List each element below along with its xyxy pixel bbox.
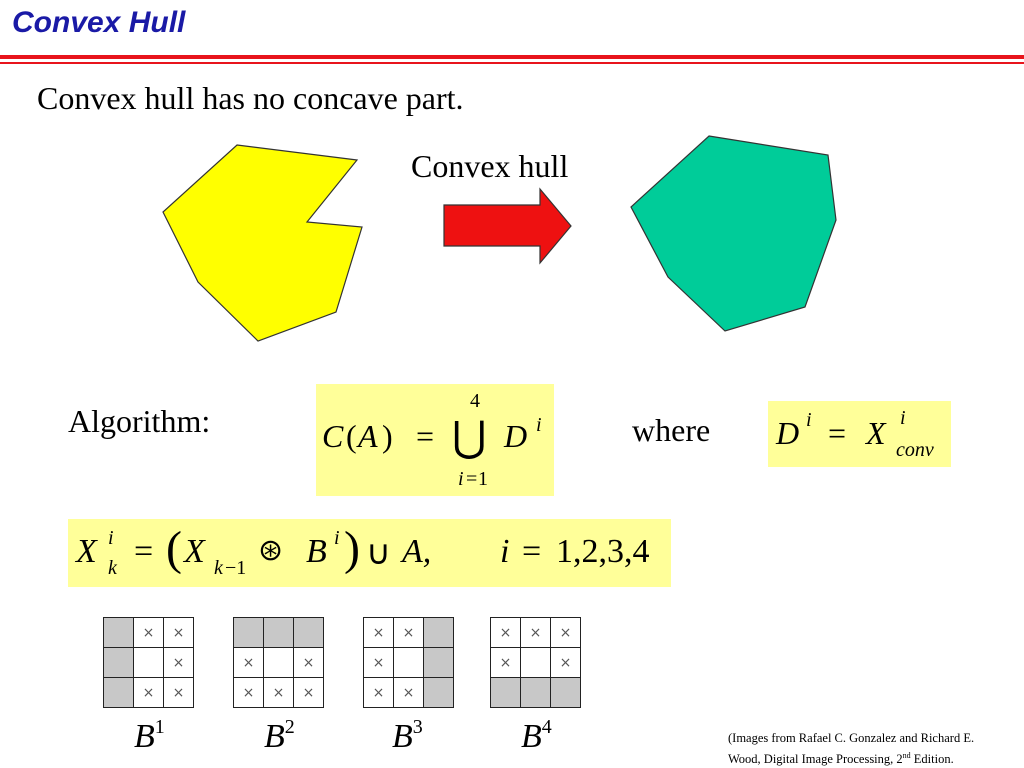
eq3-x2-sub-k: k <box>214 557 223 579</box>
eq3-b-sup: i <box>334 527 340 549</box>
eq1-lower-eq: = <box>466 468 478 490</box>
eq3-x2-sub-rest: −1 <box>225 557 247 579</box>
eq2-rhs-sub: conv <box>896 439 934 461</box>
eq2-lhs-sup: i <box>806 409 812 431</box>
eq1-lower-val: 1 <box>478 468 488 490</box>
equation-convex-hull-union <box>316 384 554 496</box>
eq1-paren-open: ( <box>346 418 357 454</box>
eq3-hit-or-miss-operator: ⊛ <box>258 534 284 567</box>
se-cell-gray <box>104 618 134 648</box>
se-cell-dontcare: × <box>164 678 194 708</box>
eq3-x-sup: i <box>108 527 114 549</box>
eq1-rhs-sup: i <box>536 414 542 436</box>
eq2-rhs: X <box>866 415 886 451</box>
structuring-element-3 <box>363 617 454 708</box>
eq3-range: 1,2,3,4 <box>556 533 650 570</box>
convex-hull-shape <box>631 136 836 331</box>
eq3-b: B <box>306 533 327 570</box>
convex-hull-label: Convex hull <box>411 148 569 184</box>
footnote-line-2a: Wood, Digital Image Processing, 2 <box>728 752 903 767</box>
eq1-rhs: D <box>504 418 528 454</box>
se-cell-gray <box>424 618 454 648</box>
structuring-element-1 <box>103 617 194 708</box>
se-cell-dontcare: × <box>364 648 394 678</box>
se-cell-dontcare: × <box>234 648 264 678</box>
eq2-equals: = <box>828 415 847 451</box>
eq1-equals: = <box>416 418 435 454</box>
image-credit-footnote <box>728 730 1018 768</box>
se-cell-dontcare: × <box>364 618 394 648</box>
se-cell-dontcare: × <box>394 618 424 648</box>
equation-d-definition <box>768 401 951 467</box>
structuring-element-2 <box>233 617 324 708</box>
se-cell-dontcare: × <box>551 618 581 648</box>
eq1-upper-limit: 4 <box>470 390 480 412</box>
se-cell-dontcare: × <box>164 648 194 678</box>
se-cell-gray <box>424 648 454 678</box>
structuring-element-1-label: $B^1$ <box>134 716 165 755</box>
se-cell-dontcare: × <box>491 618 521 648</box>
equation-iteration <box>68 519 671 587</box>
structuring-element-4-label: $B^4$ <box>521 716 552 755</box>
transform-arrow <box>444 189 571 263</box>
structuring-element-3-label: $B^3$ <box>392 716 423 755</box>
se-cell-dontcare: × <box>264 678 294 708</box>
se-cell-gray <box>104 648 134 678</box>
se-cell-white <box>134 648 164 678</box>
eq3-x: X <box>76 533 97 570</box>
se-cell-gray <box>521 678 551 708</box>
structuring-element-4 <box>490 617 581 708</box>
eq1-paren-close: ) <box>382 418 393 454</box>
se-cell-dontcare: × <box>394 678 424 708</box>
eq3-big-paren-open: ( <box>166 522 182 575</box>
se-cell-dontcare: × <box>364 678 394 708</box>
intro-text: Convex hull has no concave part. <box>37 80 464 116</box>
eq3-union: ∪ <box>366 535 391 572</box>
se-cell-dontcare: × <box>164 618 194 648</box>
eq3-x-sub: k <box>108 557 117 579</box>
eq3-x2: X <box>184 533 205 570</box>
footnote-line-2-sup: nd <box>902 751 911 760</box>
eq3-big-paren-close: ) <box>344 522 360 575</box>
se-cell-dontcare: × <box>294 648 324 678</box>
se-cell-dontcare: × <box>134 618 164 648</box>
where-label: where <box>632 412 711 448</box>
eq1-arg: A <box>358 418 378 454</box>
se-cell-dontcare: × <box>234 678 264 708</box>
se-cell-gray <box>234 618 264 648</box>
footnote-line-2b: Edition. <box>910 752 954 767</box>
eq2-rhs-sup: i <box>900 407 906 429</box>
se-cell-white <box>521 648 551 678</box>
slide-title: Convex Hull <box>12 6 186 39</box>
se-cell-gray <box>104 678 134 708</box>
se-cell-gray <box>551 678 581 708</box>
se-cell-dontcare: × <box>294 678 324 708</box>
algorithm-label: Algorithm: <box>68 403 211 439</box>
concave-shape <box>163 145 362 341</box>
eq1-lhs: C <box>322 418 344 454</box>
footnote-line-1: (Images from Rafael C. Gonzalez and Richard E. <box>728 731 975 745</box>
structuring-element-2-label: $B^2$ <box>264 716 295 755</box>
se-cell-white <box>264 648 294 678</box>
se-cell-dontcare: × <box>551 648 581 678</box>
se-cell-gray <box>294 618 324 648</box>
se-cell-dontcare: × <box>521 618 551 648</box>
se-cell-gray <box>491 678 521 708</box>
eq3-equals: = <box>134 533 154 570</box>
eq2-lhs: D <box>776 415 800 451</box>
se-cell-gray <box>424 678 454 708</box>
se-cell-dontcare: × <box>134 678 164 708</box>
eq3-a: A, <box>402 533 432 570</box>
se-cell-dontcare: × <box>491 648 521 678</box>
eq3-equals2: = <box>522 533 542 570</box>
se-cell-white <box>394 648 424 678</box>
union-symbol: ⋃ <box>452 415 487 461</box>
eq3-i: i <box>500 533 510 570</box>
se-cell-gray <box>264 618 294 648</box>
eq1-lower-var: i <box>458 468 464 490</box>
